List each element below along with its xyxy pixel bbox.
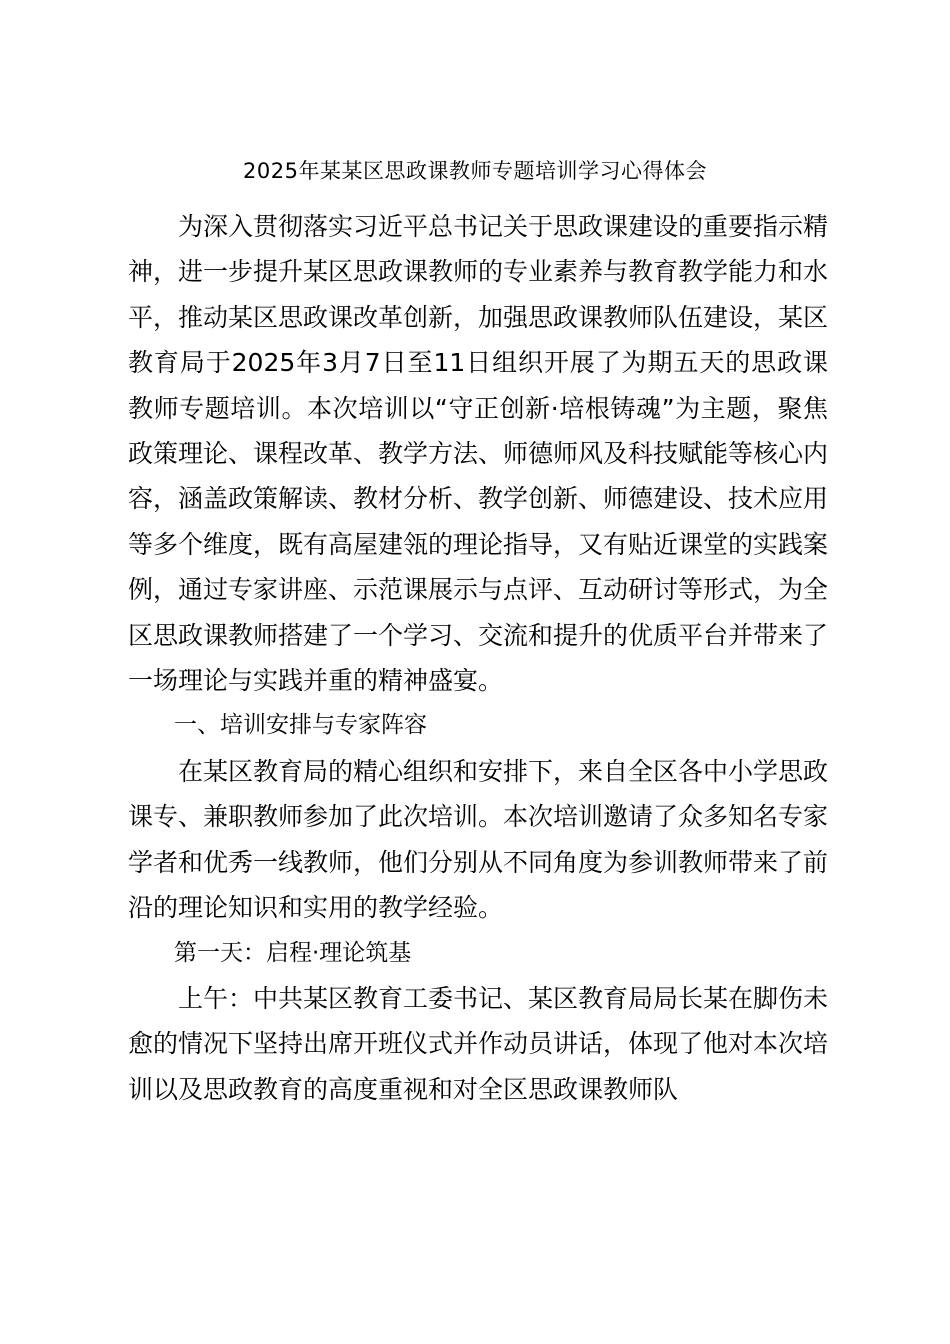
arrangement-paragraph: 在某区教育局的精心组织和安排下，来自全区各中小学思政课专、兼职教师参加了此次培训。本次培训邀请了众多知名专家学者和优秀一线教师，他们分别从不同角度为参训教师带来了前沿的理论知识和实用的教学经验。 (128, 756, 829, 923)
section-heading: 一、培训安排与专家阵容 (174, 712, 427, 739)
document-body (128, 204, 828, 1112)
intro-paragraph: 为深入贯彻落实习近平总书记关于思政课建设的重要指示精神，进一步提升某区思政课教师的专业素养与教育教学能力和水平，推动某区思政课改革创新，加强思政课教师队伍建设，某区教育局于2025年3月7日至11日组织开展了为期五天的思政课教师专题培训。本次培训以“守正创新·培根铸魂”为主题，聚焦政策理论、课程改革、教学方法、师德师风及科技赋能等核心内容，涵盖政策解读、教材分析、教学创新、师德建设、技术应用等多个维度，既有高屋建瓴的理论指导，又有贴近课堂的实践案例，通过专家讲座、示范课展示与点评、互动研讨等形式，为全区思政课教师搭建了一个学习、交流和提升的优质平台并带来了一场理论与实践并重的精神盛宴。 (128, 212, 829, 696)
day-one-heading: 第一天：启程·理论筑基 (174, 939, 412, 966)
morning-paragraph: 上午：中共某区教育工委书记、某区教育局局长某在脚伤未愈的情况下坚持出席开班仪式并作动员讲话，体现了他对本次培训以及思政教育的高度重视和对全区思政课教师队 (128, 983, 829, 1104)
document-title: 2025年某某区思政课教师专题培训学习心得体会 (243, 159, 707, 183)
